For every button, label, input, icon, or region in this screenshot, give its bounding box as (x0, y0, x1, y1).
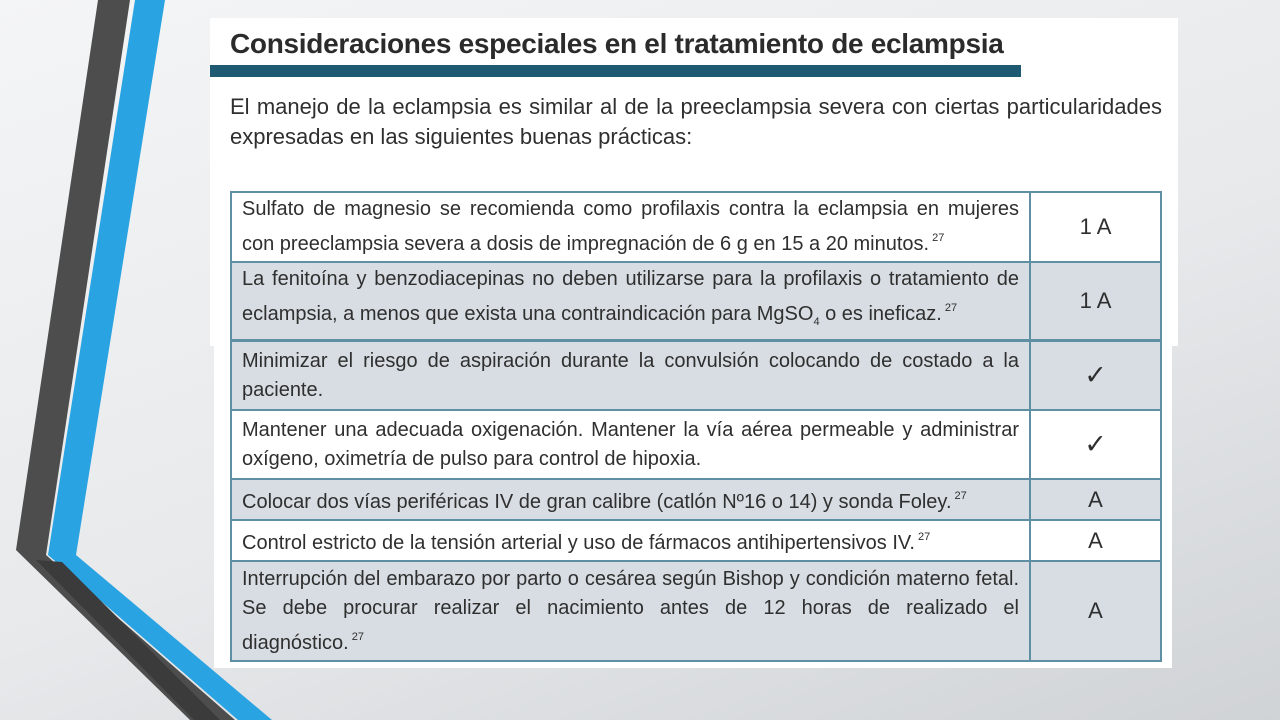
recommendation-text: La fenitoína y benzodiacepinas no deben utilizarse para la profilaxis o tratamiento de eclampsia, a menos que exista una contraindicación para MgSO$_4$ o es ineficaz. $^{27}$ (231, 262, 1030, 340)
table-row (231, 262, 1161, 340)
reference-number: 27 (954, 490, 967, 502)
table-row (231, 192, 1161, 262)
table-row (231, 520, 1161, 561)
document-title: Consideraciones especiales en el tratamiento de eclampsia (230, 28, 1004, 59)
reference-number: 27 (932, 232, 945, 244)
table-row (231, 341, 1161, 410)
table-row (231, 479, 1161, 520)
checkmark-icon: ✓ (1030, 341, 1161, 410)
evidence-level: 1 A (1030, 262, 1161, 340)
evidence-level: A (1030, 479, 1161, 520)
recommendation-text: Sulfato de magnesio se recomienda como profilaxis contra la eclampsia en mujeres con preeclampsia severa a dosis de impregnación de 6 g en 15 a 20 minutos. $^{27}$ (231, 192, 1030, 262)
reference-number: 27 (944, 302, 958, 314)
title-underline (210, 65, 1021, 77)
recommendations-table-top (230, 191, 1162, 341)
subscript: 4 (813, 316, 820, 328)
table-row (231, 561, 1161, 661)
intro-paragraph: El manejo de la eclampsia es similar al de la preeclampsia severa con ciertas particularidades expresadas en las siguientes buenas prácticas: (230, 94, 1162, 149)
evidence-level: A (1030, 520, 1161, 561)
recommendations-table-bottom (230, 340, 1162, 662)
evidence-level: 1 A (1030, 192, 1161, 262)
recommendation-text: Minimizar el riesgo de aspiración durante la convulsión colocando de costado a la paciente. (231, 341, 1030, 410)
evidence-level: A (1030, 561, 1161, 661)
recommendation-text: Control estricto de la tensión arterial y uso de fármacos antihipertensivos IV. $^{27}$ (231, 520, 1030, 561)
recommendation-text: Mantener una adecuada oxigenación. Mantener la vía aérea permeable y administrar oxígeno, oximetría de pulso para control de hipoxia. (231, 410, 1030, 479)
recommendation-text: Colocar dos vías periféricas IV de gran calibre (catlón Nº16 o 14) y sonda Foley. $^{27}$ (231, 479, 1030, 520)
reference-number: 27 (351, 630, 364, 643)
checkmark-icon: ✓ (1030, 410, 1161, 479)
stripe-dark-lower (36, 560, 220, 720)
recommendation-text: Interrupción del embarazo por parto o cesárea según Bishop y condición materno fetal. Se debe procurar realizar el nacimiento antes de 12 horas de realizado el diagnóstico. $^{27}$ (231, 561, 1030, 661)
table-row (231, 410, 1161, 479)
reference-number: 27 (917, 531, 931, 543)
